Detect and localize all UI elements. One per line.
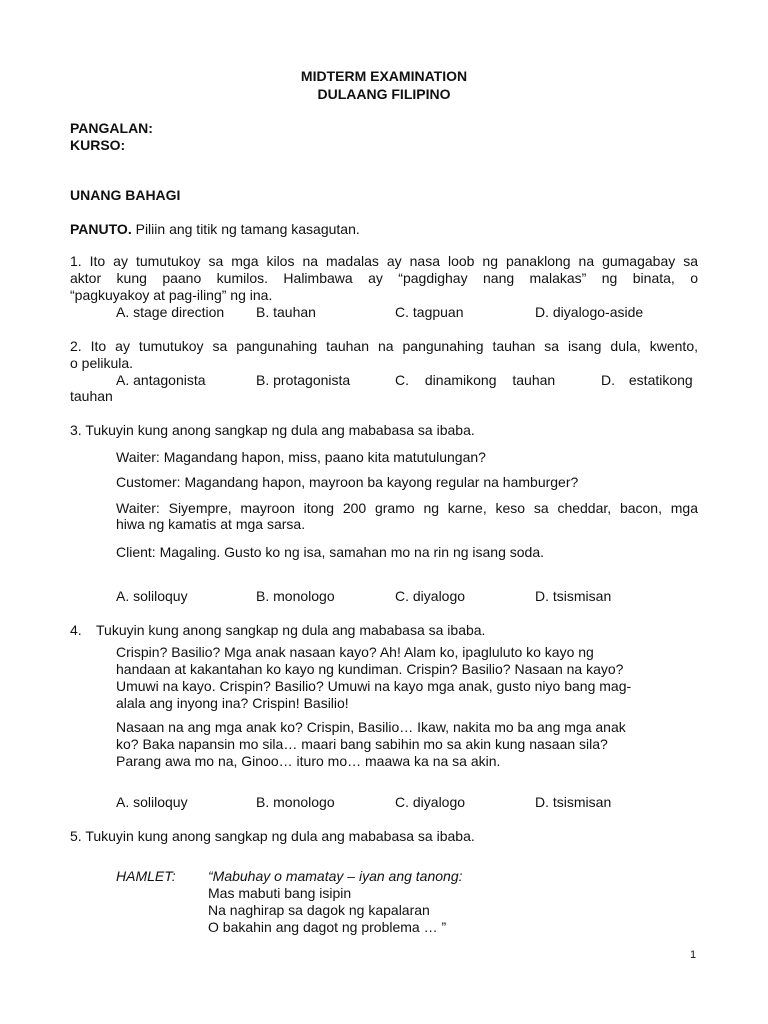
passage-line: ko? Baka napansin mo sila… maari bang sabihin mo sa akin kung nasaan sila? [116,736,608,752]
question-2-options [0,372,768,390]
verse-line: O bakahin ang dagot ng problema … ” [208,919,447,935]
speaker-name: HAMLET: [116,868,176,884]
exam-subtitle: DULAANG FILIPINO [317,86,451,102]
dialogue-line-part: Waiter: Siyempre, mayroon itong 200 gramo ng karne, keso sa cheddar, bacon, mga [116,500,698,516]
verse-line: Mas mabuti bang isipin [208,885,352,901]
option-a[interactable]: A. stage direction [116,304,225,320]
question-1-line: aktor kung paano kumilos. Halimbawa ay “pagdighay nang malakas” ng binata, o [70,270,698,286]
passage-line: alala ang inyong ina? Crispin! Basilio! [116,695,349,711]
question-3-prompt: 3. Tukuyin kung anong sangkap ng dula ang mababasa sa ibaba. [70,422,475,438]
option-d-continuation: tauhan [70,388,113,404]
dialogue-line: Customer: Magandang hapon, mayroon ba kayong regular na hamburger? [116,474,579,490]
option-d[interactable]: D. diyalogo-aside [535,304,644,320]
option-d[interactable]: D. tsismisan [535,588,612,604]
passage-line: Crispin? Basilio? Mga anak nasaan kayo? Ah! Alam ko, ipagluluto ko kayo ng [116,644,594,660]
option-b[interactable]: B. monologo [256,794,335,810]
passage-line: Parang awa mo na, Ginoo… ituro mo… maawa ka na sa akin. [116,753,501,769]
verse-line: Na naghirap sa dagok ng kapalaran [208,902,430,918]
exam-title: MIDTERM EXAMINATION [300,68,468,84]
dialogue-line [116,500,698,532]
instructions-label: PANUTO. [70,221,132,237]
passage-line: handaan at kakantahan ko kayo ng kundiman. Crispin? Basilio? Nasaan na kayo? [116,661,624,677]
option-b[interactable]: B. monologo [256,588,335,604]
question-4-options [0,794,768,812]
page-number: 1 [690,949,697,961]
verse [208,868,463,936]
question-3-options [0,588,768,606]
option-c[interactable]: C. diyalogo [395,588,466,604]
name-label: PANGALAN: [70,120,153,136]
instructions-text: Piliin ang titik ng tamang kasagutan. [131,221,360,237]
question-2-line: o pelikula. [70,355,134,371]
option-c[interactable]: C. dinamikong tauhan [395,372,556,388]
question-4-passage-1 [116,644,631,712]
question-4-prompt: Tukuyin kung anong sangkap ng dula ang mababasa sa ibaba. [96,622,486,638]
question-1-line: “pagkuyakoy at pag-iling” ng ina. [70,287,273,303]
option-a[interactable]: A. soliloquy [116,794,188,810]
question-4-passage-2 [116,719,626,770]
option-b[interactable]: B. tauhan [256,304,316,320]
question-1-line: 1. Ito ay tumutukoy sa mga kilos na madalas ay nasa loob ng panaklong na gumagabay sa [70,253,698,269]
instructions [70,221,360,237]
passage-line: Umuwi na kayo. Crispin? Basilio? Umuwi na kayo mga anak, gusto niyo bang mag- [116,678,632,694]
option-c[interactable]: C. tagpuan [395,304,464,320]
question-1-options [0,304,768,322]
passage-line: Nasaan na ang mga anak ko? Crispin, Basilio… Ikaw, nakita mo ba ang mga anak [116,719,626,735]
option-a[interactable]: A. antagonista [116,372,206,388]
question-1 [70,253,698,304]
question-4-number: 4. [70,622,82,638]
dialogue-line: Waiter: Magandang hapon, miss, paano kita matutulungan? [116,449,486,465]
question-2 [70,338,698,372]
question-5-prompt: 5. Tukuyin kung anong sangkap ng dula ang mababasa sa ibaba. [70,828,475,844]
option-b[interactable]: B. protagonista [256,372,351,388]
option-d[interactable]: D. estatikong [601,372,693,388]
option-a[interactable]: A. soliloquy [116,588,188,604]
question-2-line: 2. Ito ay tumutukoy sa pangunahing tauhan na pangunahing tauhan sa isang dula, kwento, [70,338,698,354]
dialogue-line-part: hiwa ng kamatis at mga sarsa. [116,516,306,532]
option-c[interactable]: C. diyalogo [395,794,466,810]
course-label: KURSO: [70,137,126,153]
verse-line: “Mabuhay o mamatay – iyan ang tanong: [208,868,463,884]
section-title: UNANG BAHAGI [70,187,181,203]
option-d[interactable]: D. tsismisan [535,794,612,810]
dialogue-line: Client: Magaling. Gusto ko ng isa, samahan mo na rin ng isang soda. [116,544,545,560]
